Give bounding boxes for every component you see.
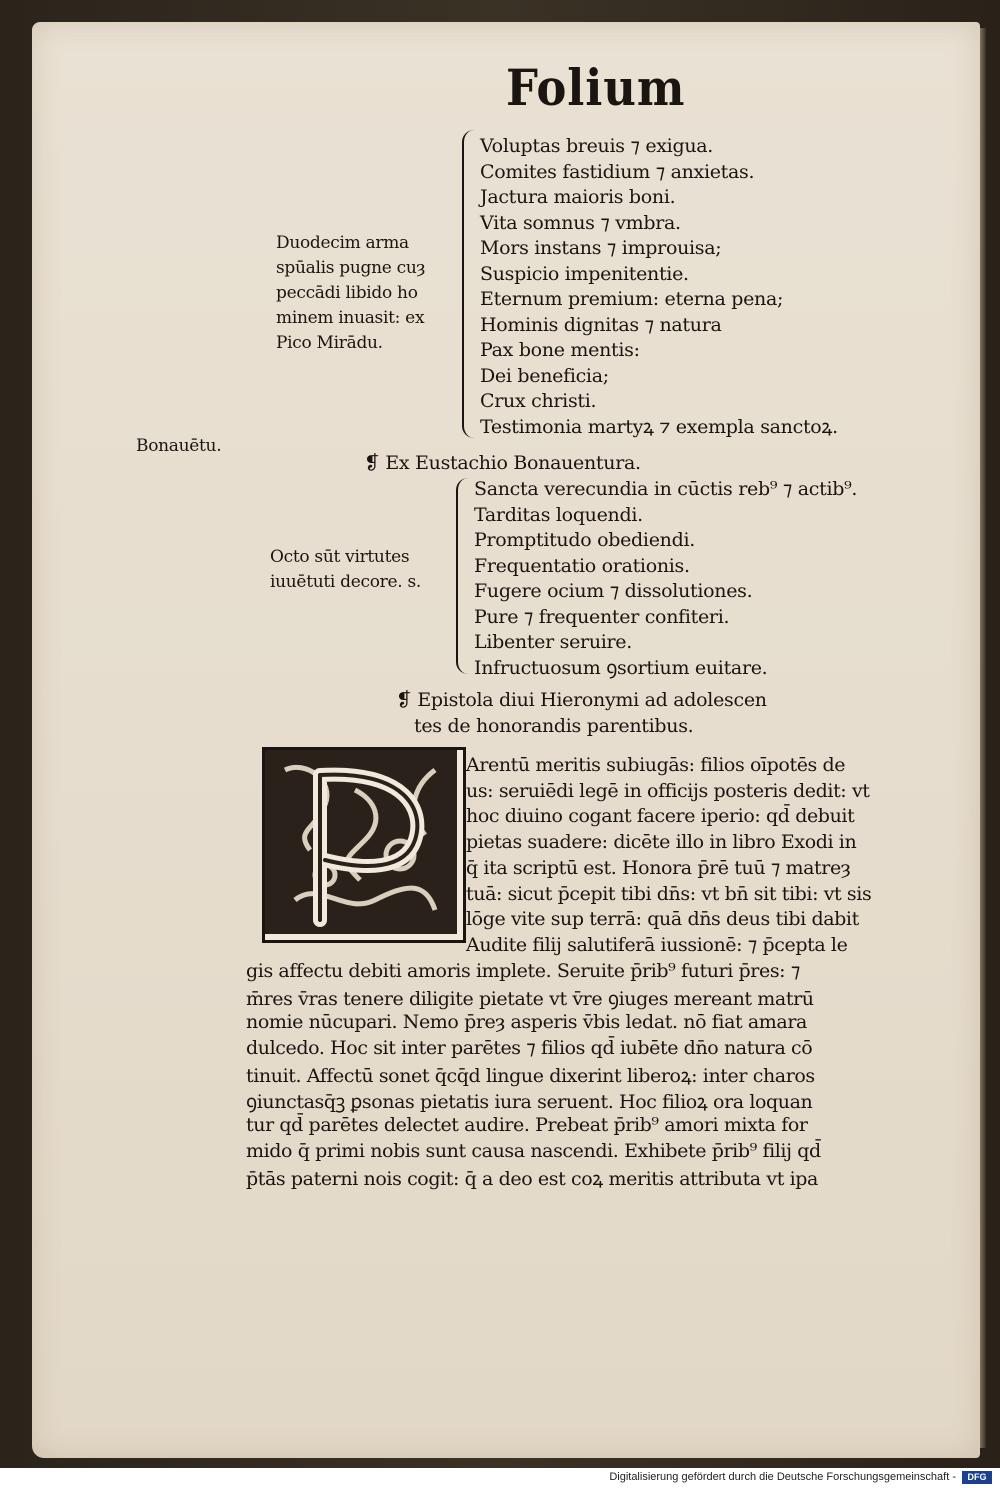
list-1-item: Suspicio impenitentie. [480,262,689,285]
source-line: ❡ Ex Eustachio Bonauentura. [364,452,641,474]
body-line: mido q̄ primi nobis sunt causa nascendi. Exhibete p̄rib⁹ filij qd̄ [246,1139,821,1162]
epistola-title-line: ❡ Epistola diui Hieronymi ad adolescen [396,689,767,711]
list-2-item: Fugere ocium ⁊ dissolutiones. [474,580,753,602]
left-note-2 [270,545,421,595]
left-note-line: Duodecim arma [276,233,409,253]
footer-text: Digitalisierung gefördert durch die Deutsche Forschungsgemeinschaft - [609,1471,956,1483]
body-line: pietas suadere: dicēte illo in libro Exodi in [466,831,857,854]
page-heading: Folium [506,58,686,117]
body-line: m̄res v̄ras tenere diligite pietate vt v̄re ꝯiuges mereant matrū [246,988,814,1011]
list-1-item: Hominis dignitas ⁊ natura [480,313,722,336]
left-note-line: peccādi libido ho [276,283,418,303]
body-line: us: seruiēdi legē in officijs posteris dedit: vt [466,779,870,802]
body-line: tinuit. Affectū sonet q̄cq̄d lingue dixerint liberoꝝ: inter charos [246,1065,815,1088]
decorated-initial-p [262,747,466,943]
left-note-line: Octo sūt virtutes [270,547,410,567]
brace-2 [456,478,470,674]
left-note-line: Pico Mirādu. [276,333,383,353]
list-2 [474,477,857,681]
brace-1 [462,130,476,438]
left-note-1 [276,231,425,356]
list-2-item: Promptitudo obediendi. [474,529,695,551]
body-line: tur qd̄ parētes delectet audire. Prebeat p̄rib⁹ amori mixta for [246,1113,808,1136]
list-1-item: Dei beneficia; [480,364,609,387]
list-2-item: Tarditas loquendi. [474,503,643,526]
body-line: lōge vite sup terrā: quā dn̄s deus tibi dabit [466,908,859,931]
initial-ornament-icon [265,750,457,934]
list-1-item: Jactura maioris boni. [480,186,676,208]
list-2-item: Libenter seruire. [474,631,632,653]
list-2-item: Infructuosum ꝯsortium euitare. [474,656,768,679]
list-1 [480,134,838,440]
list-1-item: Mors instans ⁊ improuisa; [480,237,722,259]
list-2-item: Frequentatio orationis. [474,554,690,577]
body-line: hoc diuino cogant facere iperio: qd̄ debuit [466,805,855,828]
left-note-line: spūalis pugne cuȝ [276,258,426,278]
list-1-item: Pax bone mentis: [480,339,640,361]
body-line: ꝯiunctasq̄ꝫ ꝑsonas pietatis iura seruent. Hoc filioꝝ ora loquan [246,1091,813,1114]
body-line: nomie nūcupari. Nemo p̄reȝ asperis v̄bis ledat. nō fiat amara [246,1011,807,1033]
list-1-item: Vita somnus ⁊ vmbra. [480,211,681,234]
body-line: gis affectu debiti amoris implete. Seruite p̄rib⁹ futuri p̄res: ⁊ [246,959,800,982]
list-1-item: Eternum premium: eterna pena; [480,288,784,310]
margin-name: Bonauētu. [136,436,222,456]
left-note-line: minem inuasit: ex [276,308,425,328]
list-1-item: Testimonia martyꝝ ⁊ exempla sanctoꝝ. [480,415,838,438]
body-line: dulcedo. Hoc sit inter parētes ⁊ filios qd̄ iubēte dn̄o natura cō [246,1036,813,1059]
list-2-item: Sancta verecundia in cūctis reb⁹ ⁊ actib⁹. [474,478,858,500]
list-1-item: Crux christi. [480,390,597,412]
dfg-logo: DFG [962,1471,992,1484]
left-note-line: iuuētuti decore. s. [270,572,421,592]
list-1-item: Voluptas breuis ⁊ exigua. [480,135,714,157]
body-line: tuā: sicut p̄cepit tibi dn̄s: vt bn̄ sit tibi: vt sis [466,882,872,905]
epistola-title [396,688,767,739]
epistola-title-line: tes de honorandis parentibus. [414,714,694,737]
body-line: Arentū meritis subiugās: filios oīpotēs de [466,754,846,776]
list-2-item: Pure ⁊ frequenter confiteri. [474,605,730,628]
body-line: p̄tās paterni nois cogit: q̄ a deo est coꝝ meritis attributa vt ipa [246,1168,818,1191]
footer-bar [0,1468,1000,1488]
body-line: q̄ ita scriptū est. Honora p̄rē tuū ⁊ matreȝ [466,856,851,879]
list-1-item: Comites fastidium ⁊ anxietas. [480,160,755,183]
body-line: Audite filij salutiferā iussionē: ⁊ p̄cepta le [466,933,848,956]
